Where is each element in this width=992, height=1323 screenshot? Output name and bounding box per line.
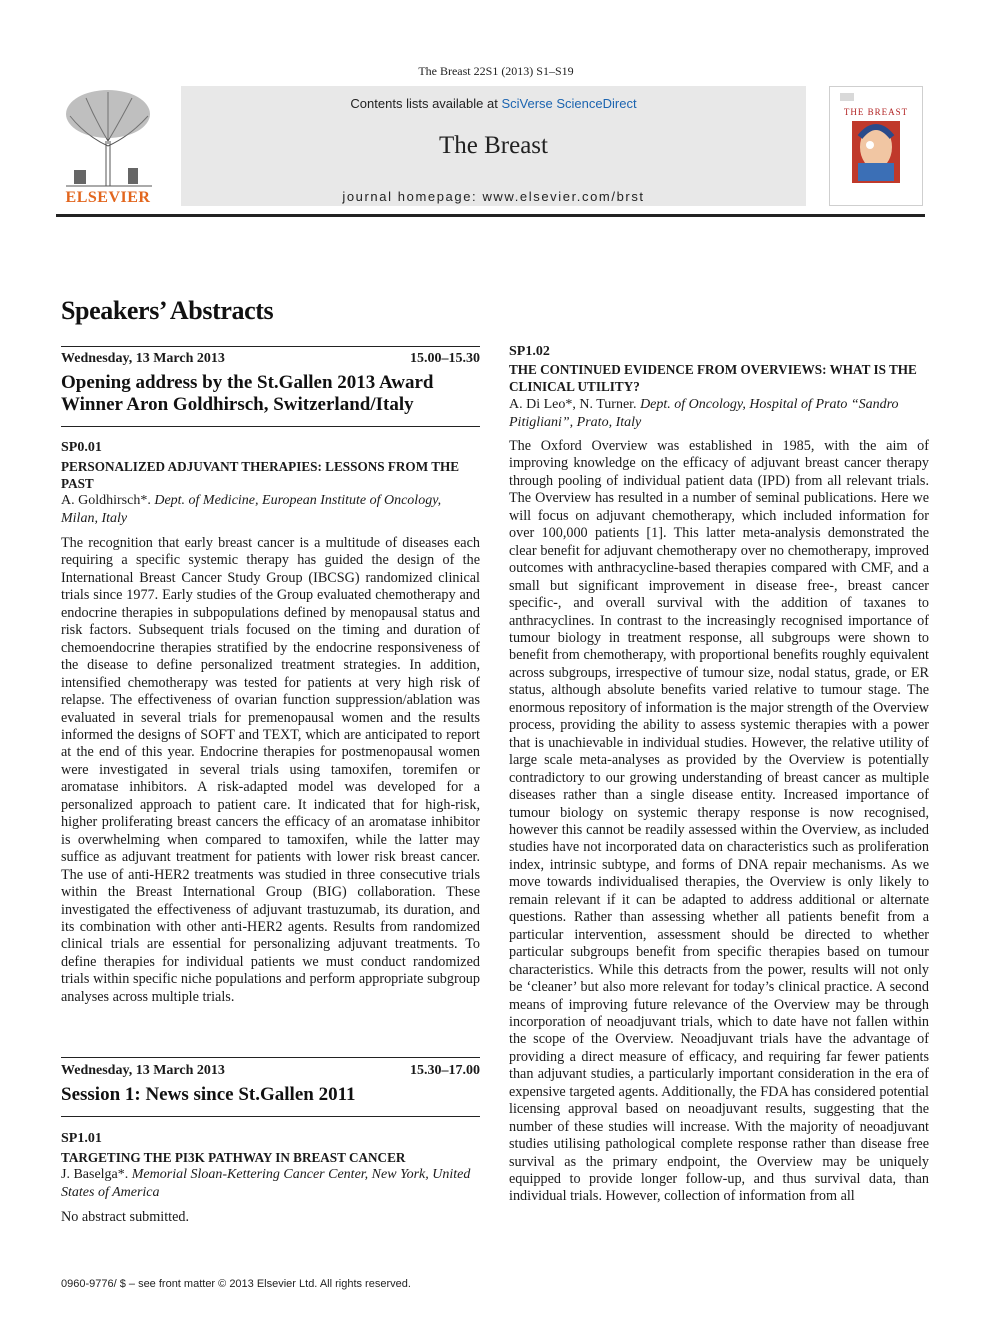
running-head: The Breast 22S1 (2013) S1–S19 <box>418 64 574 78</box>
header-rule <box>56 214 925 217</box>
abstract-authors <box>509 396 929 431</box>
elsevier-tree-logo <box>56 86 160 206</box>
session-datetime <box>61 351 480 367</box>
abstract-title: THE CONTINUED EVIDENCE FROM OVERVIEWS: WHAT IS THE CLINICAL UTILITY? <box>509 362 917 394</box>
contents-prefix: Contents lists available at <box>350 96 502 111</box>
author-affiliation: Memorial Sloan-Kettering Cancer Center, New York, United States of America <box>61 1167 471 1200</box>
abstract-authors <box>61 492 480 527</box>
abstract-body: The recognition that early breast cancer is a multitude of diseases each requiring a specific systemic therapy has guided the design of the International Breast Cancer Study Group (IBCSG) randomized clinical trials since 1977. Early studies of the Group evaluated chemotherapy and endocrine therapies in subpopulations defined by menopausal status and risk factors. Subsequent trials focused on the timing and duration of chemoendocrine therapies stratified by the endocrine responsiveness of the disease to define personalized treatment strategies. In addition, intensified chemotherapy was tested for patients at very high risk of relapse. The effectiveness of ovarian function suppression/ablation was evaluated in several trials for premenopausal women and the results informed the designs of SOFT and TEXT, which are anticipated to report at the end of this year. Endocrine therapies for postmenopausal women were investigated in several trials using tamoxifen, toremifen or aromatase inhibitors. A risk-adapted model was developed for a personalized approach to patient care. It indicated that for high-risk, higher proliferating breast cancers the efficacy of an aromatase inhibitor is overwhelming when compared to tamoxifen, while the latter may suffice as adjuvant treatment for patients with lower risk breast cancer. The use of anti-HER2 treatments was studied in three consecutive trials within the Breast International Group (BIG) collaboration. These investigated the effectiveness of adjuvant trastuzumab, its duration, and its combination with other anti-HER2 agents. Results from randomized clinical trials are essential for personalizing adjuvant treatments. To define therapies for individual patients we must conduct randomized trials within specific niche populations and perform appropriate subgroup analyses across multiple trials. <box>61 535 480 1005</box>
journal-title: The Breast <box>439 132 548 159</box>
cover-title: THE BREAST <box>843 107 909 117</box>
session-title: Session 1: News since St.Gallen 2011 <box>61 1084 356 1105</box>
abstract-id: SP0.01 <box>61 440 102 455</box>
author-names: A. Di Leo*, N. Turner. <box>509 397 637 412</box>
contents-line <box>181 96 806 111</box>
abstract-id: SP1.01 <box>61 1131 102 1146</box>
session-date: Wednesday, 13 March 2013 <box>61 1063 225 1078</box>
author-names: J. Baselga*. <box>61 1167 129 1182</box>
abstract-body: No abstract submitted. <box>61 1209 190 1225</box>
abstract-id: SP1.02 <box>509 344 550 359</box>
session-datetime <box>61 1063 480 1079</box>
section-heading: Speakers’ Abstracts <box>61 296 274 325</box>
journal-cover-image <box>829 86 923 206</box>
session-time: 15.30–17.00 <box>410 1063 480 1078</box>
session-time: 15.00–15.30 <box>410 351 480 366</box>
session-date: Wednesday, 13 March 2013 <box>61 351 225 366</box>
session-rule-top <box>61 346 480 347</box>
copyright-footer: 0960-9776/ $ – see front matter © 2013 Elsevier Ltd. All rights reserved. <box>61 1278 411 1290</box>
abstract-title: PERSONALIZED ADJUVANT THERAPIES: LESSONS FROM THE PAST <box>61 459 460 491</box>
elsevier-wordmark: ELSEVIER <box>65 189 151 206</box>
abstract-title: TARGETING THE PI3K PATHWAY IN BREAST CANCER <box>61 1150 406 1165</box>
session-title: Opening address by the St.Gallen 2013 Award Winner Aron Goldhirsch, Switzerland/Italy <box>61 372 434 415</box>
session-rule-bottom <box>61 1116 480 1117</box>
author-affiliation: Dept. of Oncology, Hospital of Prato “Sandro Pitigliani”, Prato, Italy <box>509 397 899 430</box>
abstract-body: The Oxford Overview was established in 1985, with the aim of improving knowledge on the efficacy of adjuvant breast cancer therapy through pooling of individual patient data (IPD) from all relevant trials. The Overview has resulted in a number of seminal publications. Here we will focus on adjuvant chemotherapy, which included information for over 100,000 patients [1]. This latter meta-analysis demonstrated the clear benefit for adjuvant chemotherapy over no chemotherapy, improved outcomes with anthracycline-based therapies compared with CMF, and a small but significant improvement in disease free-, breast cancer specific-, and overall survival with the addition of taxanes to anthracyclines. In contrast to the increasingly recognised importance of tumour biology in treatment response, all subgroups were shown to benefit from chemotherapy, with proportional benefits roughly equivalent across subgroups, irrespective of tumour size, nodal status, grade, or ER status, although absolute benefits varied relative to tumour stage. The enormous repository of information is the major strength of the Overview process, providing the ability to assess systemic therapies with a power that is unachievable in individual studies. However, the relative utility of large scale meta-analyses as provided by the Overview is potentially contradictory to our growing understanding of breast cancer as multiple diseases rather than a single disease entity. Increased importance of tumour biology on systemic therapy response is now recognised, however this cannot be readily assessed within the Overview, as included studies have not incorporated data on characteristics such as proliferation index, intrinsic subtype, and forms of DNA repair mechanisms. As we move towards individualised therapies, the Overview is only likely to remain relevant if it can be adapted to address additional or alternate questions. Rather than assessing whether all patients benefit from a particular intervention, assessment should be directed to whether particular subgroups benefit from specific therapies based on tumour characteristics. While this detracts from the power, results will not only be ‘cleaner’ but also more relevant for today’s clinical practice. A second means of improving future relevance of the Overview may be through incorporation of neoadjuvant trials, which to date have not fallen within the scope of the Overview. Neoadjuvant trials have the advantage of providing a direct measure of efficacy, and requiring far fewer patients than adjuvant studies, a particularly important consideration in the era of expensive targeted agents. Additionally, the FDA has considered potential licensing approval based on neoadjuvant results, suggesting that the number of these studies will increase. With the majority of neoadjuvant studies utilising pathological complete response rather than disease free survival as the primary endpoint, the Overview may be uniquely equipped to provide longer follow-up, and thus survival data, than individual trials. However, collection of information from all <box>509 438 929 1205</box>
author-names: A. Goldhirsch*. <box>61 493 151 508</box>
author-affiliation: Dept. of Medicine, European Institute of Oncology, Milan, Italy <box>61 493 442 526</box>
journal-homepage[interactable]: journal homepage: www.elsevier.com/brst <box>342 189 645 204</box>
session-rule-top <box>61 1057 480 1058</box>
session-rule-bottom <box>61 426 480 427</box>
sciencedirect-link[interactable]: SciVerse ScienceDirect <box>501 96 637 111</box>
abstract-authors <box>61 1166 480 1201</box>
